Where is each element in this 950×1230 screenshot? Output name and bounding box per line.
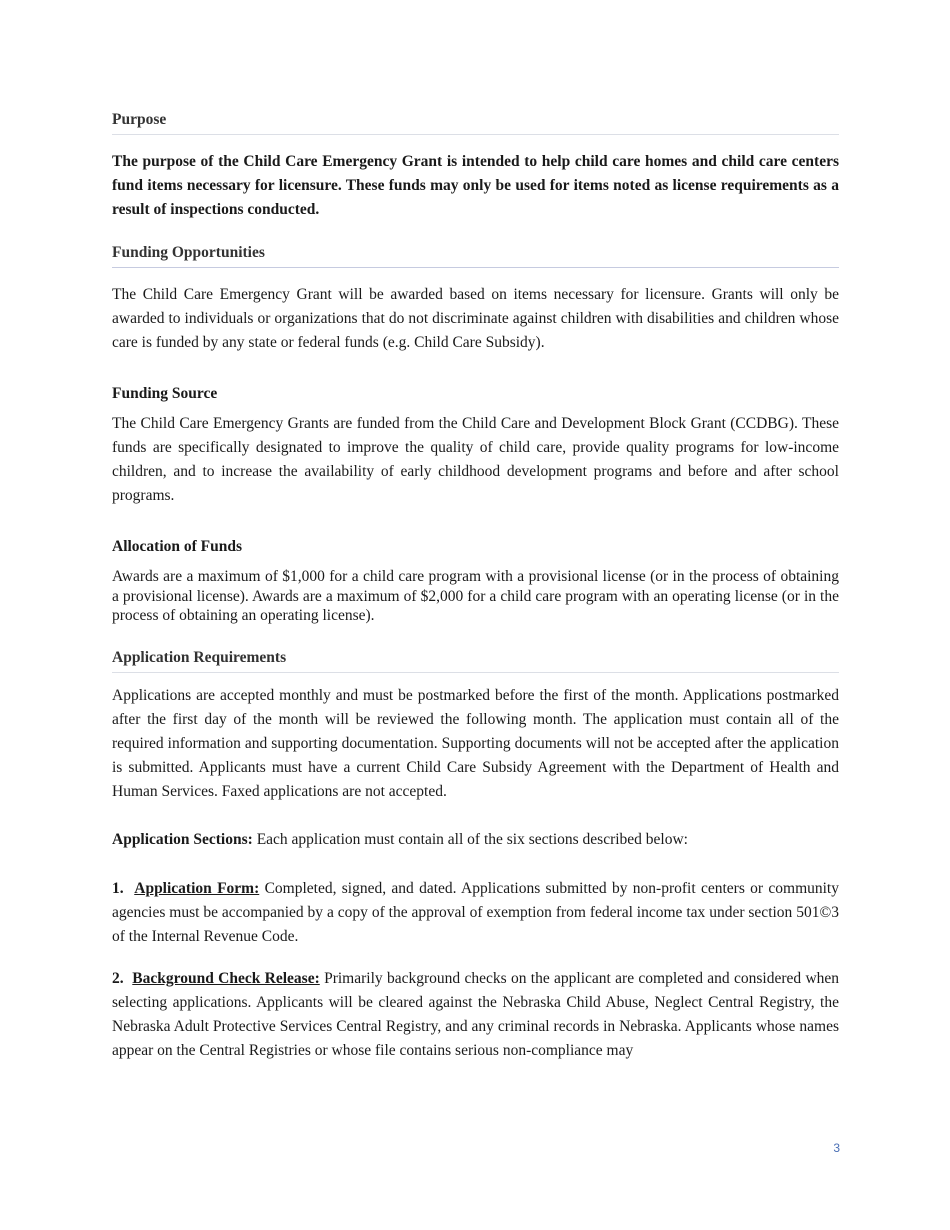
- application-sections-label: Application Sections:: [112, 831, 253, 848]
- application-requirements-heading: Application Requirements: [112, 648, 839, 673]
- allocation-heading: Allocation of Funds: [112, 538, 243, 555]
- funding-source-body: The Child Care Emergency Grants are funded from the Child Care and Development Block Grant (CCDBG). These funds are specifically designated to improve the quality of child care, provide quality programs for low-income children, and to increase the availability of early childhood development programs and before and after school programs.: [112, 415, 839, 504]
- list-item-title: Background Check Release:: [132, 970, 320, 987]
- list-item-application-form: [112, 877, 839, 949]
- list-item-number: 1.: [112, 880, 124, 897]
- page-number: 3: [833, 1141, 840, 1155]
- funding-opportunities-heading: Funding Opportunities: [112, 243, 839, 268]
- list-item-body: Completed, signed, and dated. Applications submitted by non-profit centers or community agencies must be accompanied by a copy of the approval of exemption from federal income tax under section 501©3 of the Internal Revenue Code.: [112, 880, 839, 945]
- allocation-body: Awards are a maximum of $1,000 for a child care program with a provisional license (or in the process of obtaining a provisional license). Awards are a maximum of $2,000 for a child care program with an operating license (or in the process of obtaining an operating license).: [112, 568, 839, 624]
- funding-source-heading: Funding Source: [112, 385, 218, 402]
- application-sections-body: Each application must contain all of the six sections described below:: [252, 831, 688, 848]
- purpose-heading: Purpose: [112, 110, 839, 135]
- list-item-title: Application Form:: [134, 880, 260, 897]
- list-item-background-check: [112, 967, 839, 1063]
- application-requirements-body: Applications are accepted monthly and must be postmarked before the first of the month. Applications postmarked after the first day of the month will be reviewed the following month. The application must contain all of the required information and supporting documentation. Supporting documents will not be accepted after the application is submitted. Applicants must have a current Child Care Subsidy Agreement with the Department of Health and Human Services. Faxed applications are not accepted.: [112, 687, 839, 800]
- funding-opportunities-body: The Child Care Emergency Grant will be awarded based on items necessary for licensure. Grants will only be awarded to individuals or organizations that do not discriminate against children with disabilities and children whose care is funded by any state or federal funds (e.g. Child Care Subsidy).: [112, 286, 839, 351]
- list-item-body: Primarily background checks on the applicant are completed and considered when selecting applications. Applicants will be cleared against the Nebraska Child Abuse, Neglect Central Registry, the Nebraska Adult Protective Services Central Registry, and any criminal records in Nebraska. Applicants whose names appear on the Central Registries or whose file contains serious non-compliance may: [112, 970, 840, 1059]
- list-item-number: 2.: [112, 970, 124, 987]
- purpose-body: The purpose of the Child Care Emergency Grant is intended to help child care homes and child care centers fund items necessary for licensure. These funds may only be used for items noted as license requirements as a result of inspections conducted.: [112, 153, 839, 218]
- application-sections-paragraph: [112, 828, 839, 852]
